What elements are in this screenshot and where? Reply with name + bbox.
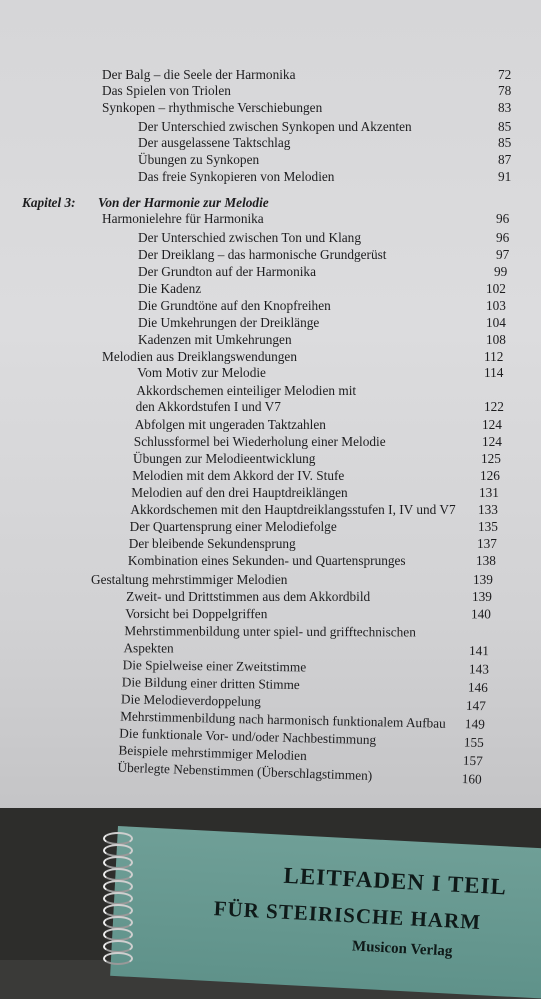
toc-entry	[0, 314, 541, 331]
entry-title: Akkordschemen mit den Hauptdreiklangsstufen I, IV und V7	[130, 502, 456, 517]
toc-entry	[0, 297, 541, 314]
toc-entry	[0, 99, 541, 116]
page-number: 78	[498, 83, 512, 98]
toc-entry	[0, 588, 541, 605]
toc-entry	[0, 82, 541, 99]
page-number: 91	[498, 169, 512, 184]
entry-title: Der Unterschied zwischen Synkopen und Akzenten	[138, 119, 412, 134]
page-number: 133	[478, 502, 498, 517]
page-number: 135	[478, 519, 498, 534]
page-number: 126	[480, 468, 500, 483]
page-number: 139	[472, 589, 492, 604]
toc-entry	[0, 134, 541, 151]
toc-entry	[0, 518, 541, 535]
page-number: 122	[484, 399, 504, 414]
toc-entry	[0, 433, 541, 450]
toc-entry	[0, 168, 541, 185]
entry-title: Der Unterschied zwischen Ton und Klang	[138, 230, 361, 245]
spiral-binding	[103, 832, 133, 960]
book-cover	[110, 826, 541, 999]
toc-entry	[0, 416, 541, 433]
entry-title: Die Bildung einer dritten Stimme	[121, 674, 300, 693]
entry-title: Melodien auf den drei Hauptdreiklängen	[131, 485, 348, 500]
entry-title: Kadenzen mit Umkehrungen	[138, 332, 292, 347]
toc-entry	[0, 605, 541, 623]
chapter-label: Kapitel 3:	[22, 195, 76, 210]
page-number: 87	[498, 152, 512, 167]
entry-title: Der Dreiklang – das harmonische Grundgerüst	[138, 247, 387, 262]
entry-title: Der bleibende Sekundensprung	[128, 536, 296, 551]
entry-title: Melodien mit dem Akkord der IV. Stufe	[132, 468, 345, 483]
page-number: 85	[498, 119, 512, 134]
entry-title: Die Kadenz	[138, 281, 202, 296]
entry-title: Kombination eines Sekunden- und Quartensprunges	[127, 553, 406, 568]
page-number: 141	[468, 643, 489, 659]
spiral-coil	[103, 952, 133, 965]
entry-title: den Akkordstufen I und V7	[135, 399, 281, 414]
entry-title: Die funktionale Vor- und/oder Nachbestimmung	[119, 725, 377, 748]
toc-entry	[0, 246, 541, 263]
entry-title: Der Balg – die Seele der Harmonika	[102, 67, 296, 82]
toc-entry	[0, 535, 541, 552]
page-number: 160	[461, 771, 482, 787]
toc-entry	[0, 348, 541, 365]
entry-title: Der Quartensprung einer Melodiefolge	[129, 519, 337, 534]
entry-title: Die Spielweise einer Zweitstimme	[122, 657, 307, 675]
toc-entry	[0, 571, 541, 588]
page-number: 97	[496, 247, 510, 262]
book-title-line1: LEITFADEN I TEIL	[282, 862, 508, 900]
toc-entry	[0, 229, 541, 246]
page-number: 155	[463, 734, 485, 750]
entry-title: Abfolgen mit ungeraden Taktzahlen	[134, 417, 326, 432]
toc-entry	[0, 467, 541, 484]
entry-title: Akkordschemen einteiliger Melodien mit	[136, 383, 357, 398]
page-number: 108	[486, 332, 506, 347]
book-publisher: Musicon Verlag	[351, 938, 453, 960]
page-number: 124	[482, 417, 502, 432]
page-number: 138	[476, 553, 496, 568]
entry-title: Melodien aus Dreiklangswendungen	[102, 349, 297, 364]
page-number: 149	[464, 716, 486, 732]
page-number: 72	[498, 67, 512, 82]
page-number: 140	[470, 606, 491, 622]
toc-entry	[0, 552, 541, 569]
toc-entry	[0, 450, 541, 467]
toc-entry	[0, 151, 541, 168]
page-number: 83	[498, 100, 512, 115]
entry-title: Die Melodieverdoppelung	[120, 691, 262, 710]
entry-title: Das freie Synkopieren von Melodien	[138, 169, 335, 184]
page-number: 157	[462, 752, 483, 769]
toc-entry	[0, 263, 541, 280]
entry-title: Zweit- und Drittstimmen aus dem Akkordbild	[126, 589, 371, 604]
entry-title: Vorsicht bei Doppelgriffen	[125, 606, 268, 622]
entry-title: Schlussformel bei Wiederholung einer Melodie	[133, 434, 386, 449]
entry-title: Synkopen – rhythmische Verschiebungen	[102, 100, 323, 115]
page-number: 96	[496, 230, 510, 245]
toc-entry	[0, 364, 541, 381]
page-number: 124	[482, 434, 502, 449]
toc-entry	[0, 194, 541, 211]
toc-entry	[0, 280, 541, 297]
entry-title: Übungen zur Melodieentwicklung	[133, 451, 316, 466]
toc-entry	[0, 382, 541, 399]
entry-title: Der Grundton auf der Harmonika	[138, 264, 316, 279]
entry-title: Aspekten	[123, 640, 174, 656]
entry-title: Mehrstimmenbildung unter spiel- und grifftechnischen	[124, 623, 416, 640]
chapter-title: Von der Harmonie zur Melodie	[98, 195, 269, 210]
toc-entry	[0, 398, 541, 415]
page-number: 147	[465, 697, 487, 714]
page-number: 139	[473, 572, 493, 587]
entry-title: Der ausgelassene Taktschlag	[138, 135, 291, 150]
toc-entry	[0, 331, 541, 348]
page-number: 114	[484, 365, 504, 380]
page-number: 143	[468, 661, 490, 677]
entry-title: Die Umkehrungen der Dreiklänge	[138, 315, 320, 330]
page-number: 131	[479, 485, 499, 500]
toc-entry	[0, 501, 541, 518]
toc-entry	[0, 118, 541, 135]
page-number: 146	[467, 679, 489, 695]
entry-title: Mehrstimmenbildung nach harmonisch funktionalem Aufbau	[120, 708, 446, 731]
page-number: 96	[496, 211, 510, 226]
page-number: 137	[477, 536, 497, 551]
page-number: 103	[486, 298, 506, 313]
page-number: 85	[498, 135, 512, 150]
entry-title: Beispiele mehrstimmiger Melodien	[118, 742, 307, 764]
entry-title: Überlegte Nebenstimmen (Überschlagstimmen)	[117, 759, 373, 784]
entry-title: Gestaltung mehrstimmiger Melodien	[91, 572, 288, 587]
page-number: 102	[486, 281, 506, 296]
page-number: 99	[494, 264, 508, 279]
page-number: 112	[484, 349, 504, 364]
entry-title: Vom Motiv zur Melodie	[137, 365, 266, 380]
toc-entry	[0, 210, 541, 227]
entry-title: Übungen zu Synkopen	[138, 152, 260, 167]
book-title-line2: FÜR STEIRISCHE HARM	[213, 896, 482, 935]
entry-title: Harmonielehre für Harmonika	[102, 211, 264, 226]
toc-entry	[0, 484, 541, 501]
page-number: 104	[486, 315, 506, 330]
page-number: 125	[481, 451, 501, 466]
toc-entry	[0, 66, 541, 83]
entry-title: Das Spielen von Triolen	[102, 83, 231, 98]
entry-title: Die Grundtöne auf den Knopfreihen	[138, 298, 331, 313]
